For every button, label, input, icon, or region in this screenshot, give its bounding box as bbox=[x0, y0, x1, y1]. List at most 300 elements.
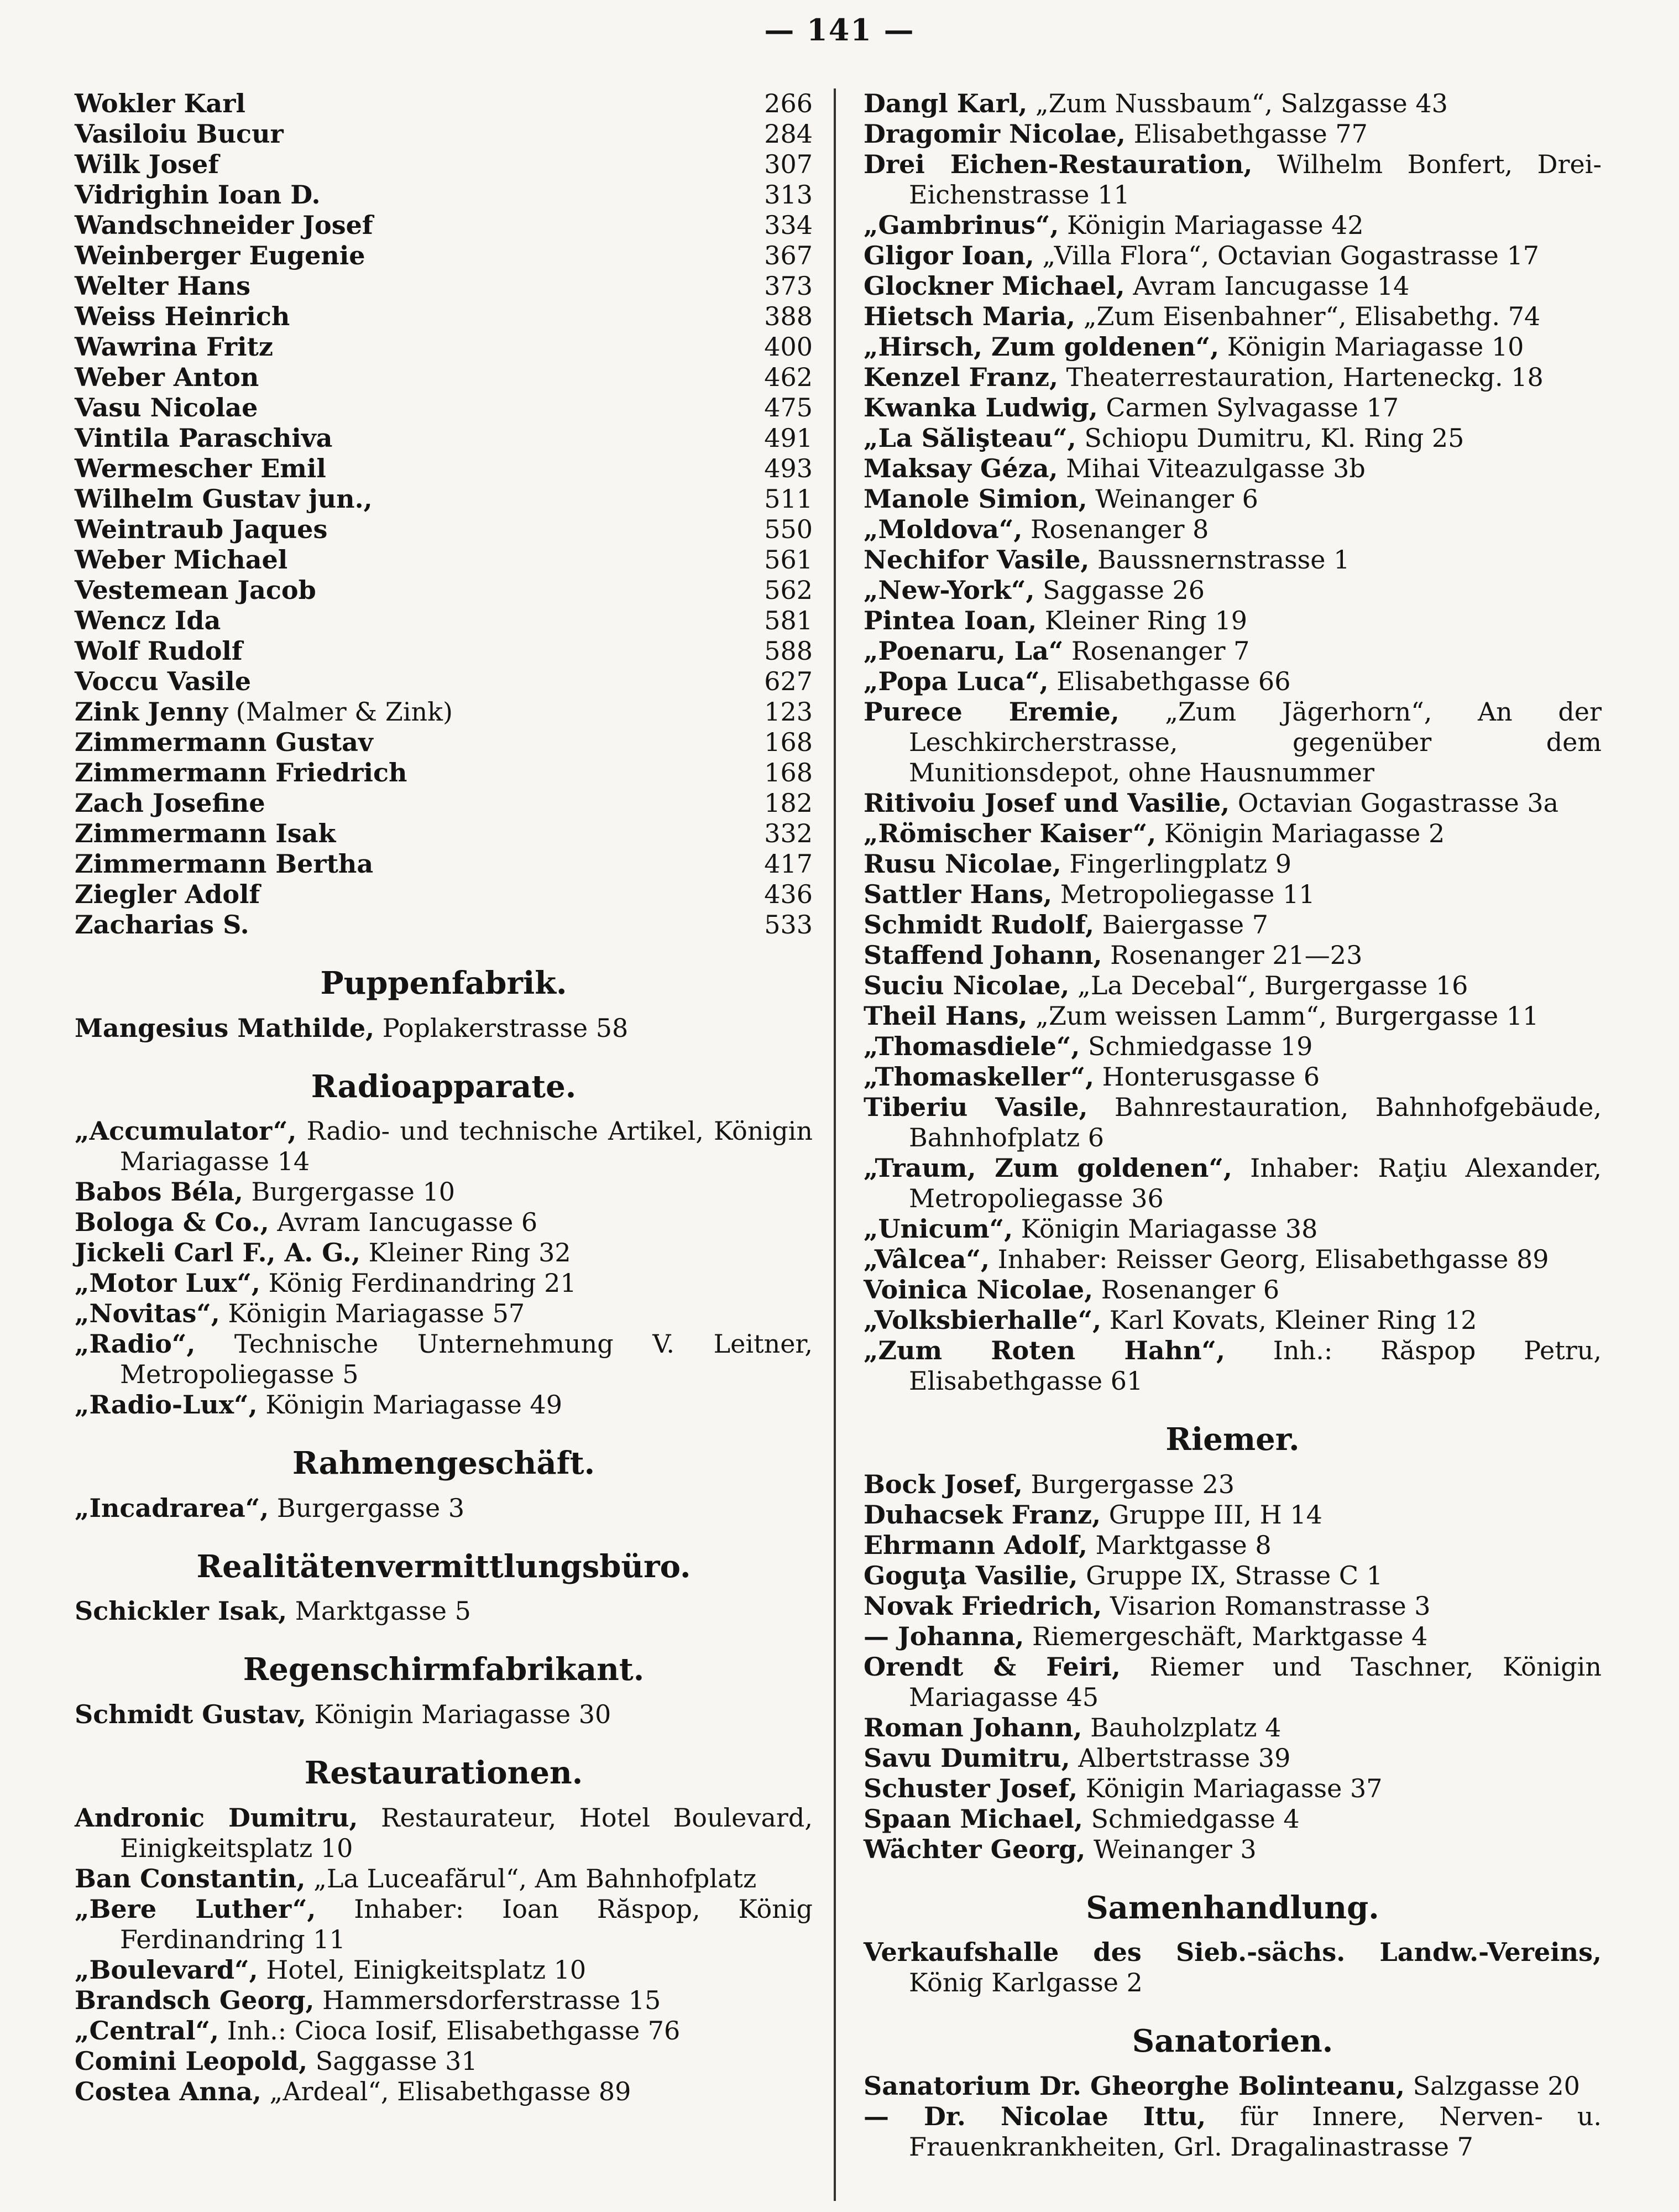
entry-details: Rosenanger 7 bbox=[1063, 636, 1250, 666]
name-list-name: Zimmermann Friedrich bbox=[75, 758, 407, 787]
entry-details: Restaurateur, Hotel Boulevard, Einigkeitsplatz 10 bbox=[120, 1802, 813, 1863]
directory-entry bbox=[75, 2046, 813, 2077]
directory-entry bbox=[75, 1329, 813, 1390]
directory-entry bbox=[75, 2016, 813, 2046]
name-list-extra: (Malmer & Zink) bbox=[228, 697, 453, 727]
entry-name: Mangesius Mathilde, bbox=[75, 1013, 375, 1043]
name-list-row bbox=[75, 727, 813, 758]
directory-entry bbox=[864, 301, 1602, 332]
entry-details: Marktgasse 5 bbox=[287, 1596, 471, 1626]
directory-entry bbox=[864, 514, 1602, 545]
entry-details: Burgergasse 3 bbox=[269, 1493, 465, 1523]
entry-name: Staffend Johann, bbox=[864, 940, 1102, 970]
entry-name: „Popa Luca“, bbox=[864, 666, 1049, 696]
name-list-name: Ziegler Adolf bbox=[75, 879, 260, 909]
entry-name: Schuster Josef, bbox=[864, 1773, 1078, 1803]
entry-details: Weinanger 3 bbox=[1085, 1834, 1257, 1864]
name-list-number: 284 bbox=[764, 119, 813, 149]
directory-entry bbox=[864, 1561, 1602, 1591]
entry-details: Avram Iancugasse 6 bbox=[269, 1207, 538, 1238]
entry-name: Voinica Nicolae, bbox=[864, 1275, 1094, 1305]
directory-entry bbox=[864, 879, 1602, 910]
entry-name: Tiberiu Vasile, bbox=[864, 1092, 1088, 1122]
section bbox=[864, 1891, 1602, 1999]
name-list-number: 367 bbox=[764, 241, 813, 270]
name-list-row bbox=[75, 636, 813, 666]
entry-details: Königin Mariagasse 10 bbox=[1219, 332, 1524, 362]
name-list-name: Vestemean Jacob bbox=[75, 575, 316, 605]
name-list-number: 400 bbox=[764, 332, 813, 362]
entry-name: Schickler Isak, bbox=[75, 1596, 287, 1626]
entry-details: „Villa Flora“, Octavian Gogastrasse 17 bbox=[1034, 241, 1539, 270]
entry-name: „Boulevard“, bbox=[75, 1954, 258, 1985]
name-list-name: Zimmermann Bertha bbox=[75, 849, 374, 879]
entry-details: König Ferdinandring 21 bbox=[260, 1268, 577, 1298]
directory-entry bbox=[864, 362, 1602, 393]
directory-entry bbox=[864, 1275, 1602, 1305]
name-list-row bbox=[75, 666, 813, 697]
name-list-number: 581 bbox=[764, 606, 813, 635]
section bbox=[75, 1550, 813, 1627]
directory-entry bbox=[75, 1803, 813, 1864]
section-heading: Restaurationen. bbox=[304, 1754, 583, 1791]
directory-entry bbox=[864, 636, 1602, 666]
entry-name: Kenzel Franz, bbox=[864, 362, 1059, 392]
entry-name: „Radio“, bbox=[75, 1329, 196, 1359]
entry-name: Brandsch Georg, bbox=[75, 1985, 315, 2015]
name-list-number: 332 bbox=[764, 818, 813, 848]
directory-entry bbox=[75, 1864, 813, 1894]
entry-details: Honterusgasse 6 bbox=[1094, 1062, 1320, 1092]
entry-details: Königin Mariagasse 2 bbox=[1156, 818, 1445, 848]
name-list-number: 168 bbox=[764, 727, 813, 757]
entry-details: Hotel, Einigkeitsplatz 10 bbox=[258, 1954, 587, 1985]
entry-name: „Poenaru, La“ bbox=[864, 636, 1064, 666]
entry-details: Marktgasse 8 bbox=[1087, 1530, 1272, 1560]
left-column bbox=[75, 88, 813, 2107]
name-list-row bbox=[75, 301, 813, 332]
directory-entry bbox=[864, 1804, 1602, 1834]
entry-name: Wächter Georg, bbox=[864, 1834, 1086, 1864]
entry-name: Andronic Dumitru, bbox=[75, 1802, 358, 1833]
section-heading: Regenschirmfabrikant. bbox=[243, 1651, 645, 1688]
entry-details: Elisabethgasse 66 bbox=[1048, 666, 1291, 696]
name-list-number: 168 bbox=[764, 758, 813, 787]
directory-entry bbox=[75, 1894, 813, 1955]
entry-name: Theil Hans, bbox=[864, 1001, 1028, 1031]
page-number: — 141 — bbox=[764, 12, 915, 48]
directory-entry bbox=[75, 1699, 813, 1730]
name-list-name: Vasiloiu Bucur bbox=[75, 119, 284, 149]
directory-entry bbox=[864, 2071, 1602, 2101]
directory-entry bbox=[75, 1493, 813, 1524]
entry-details: Rosenanger 21—23 bbox=[1102, 940, 1363, 970]
entry-name: Pintea Ioan, bbox=[864, 606, 1037, 635]
entry-details: Bahnrestauration, Bahnhofgebäude, Bahnhofplatz 6 bbox=[909, 1092, 1602, 1152]
entry-details: Bauholzplatz 4 bbox=[1082, 1712, 1282, 1743]
directory-entry bbox=[864, 149, 1602, 210]
directory-entry bbox=[864, 1001, 1602, 1031]
directory-entry bbox=[75, 1298, 813, 1329]
name-list-name: Weiss Heinrich bbox=[75, 301, 290, 331]
entry-details: Avram Iancugasse 14 bbox=[1124, 271, 1410, 301]
entry-details: Kleiner Ring 32 bbox=[360, 1238, 571, 1268]
name-list-row bbox=[75, 180, 813, 210]
name-list-number: 475 bbox=[764, 393, 813, 422]
entry-details: „Zum Jägerhorn“, An der Leschkircherstrasse, gegenüber dem Munitionsdepot, ohne Hausnummer bbox=[909, 697, 1602, 787]
directory-entry bbox=[864, 818, 1602, 849]
entry-name: Sanatorium Dr. Gheorghe Bolinteanu, bbox=[864, 2070, 1405, 2101]
entry-name: Dragomir Nicolae, bbox=[864, 119, 1126, 149]
directory-entry bbox=[864, 1743, 1602, 1773]
name-list-number: 588 bbox=[764, 636, 813, 666]
name-list-row bbox=[75, 423, 813, 453]
directory-entry bbox=[864, 88, 1602, 119]
directory-entry bbox=[864, 2101, 1602, 2162]
name-list-number: 493 bbox=[764, 453, 813, 483]
name-list-row bbox=[75, 879, 813, 910]
name-list-name: Weber Anton bbox=[75, 362, 259, 392]
right-column bbox=[864, 88, 1602, 2162]
entry-name: Sattler Hans, bbox=[864, 879, 1053, 909]
name-list-name: Wencz Ida bbox=[75, 606, 221, 635]
entry-name: „Unicum“, bbox=[864, 1214, 1013, 1244]
directory-entry bbox=[864, 545, 1602, 575]
directory-entry bbox=[864, 119, 1602, 149]
name-list-name: Zach Josefine bbox=[75, 788, 265, 818]
entry-name: „Volksbierhalle“, bbox=[864, 1305, 1102, 1335]
name-list-row bbox=[75, 484, 813, 514]
name-list-number: 533 bbox=[764, 910, 813, 940]
entry-details: Riemergeschäft, Marktgasse 4 bbox=[1024, 1621, 1428, 1651]
entry-name: „Hirsch, Zum goldenen“, bbox=[864, 332, 1220, 362]
entry-details: Elisabethgasse 77 bbox=[1125, 119, 1368, 149]
entry-details: „Zum Nussbaum“, Salzgasse 43 bbox=[1027, 88, 1448, 118]
directory-entry bbox=[864, 1031, 1602, 1062]
entry-name: Ban Constantin, bbox=[75, 1863, 306, 1893]
entry-details: Metropoliegasse 11 bbox=[1052, 879, 1315, 909]
name-list-row bbox=[75, 910, 813, 940]
name-list-row bbox=[75, 818, 813, 849]
entry-name: „New-York“, bbox=[864, 575, 1035, 605]
directory-entry bbox=[864, 940, 1602, 971]
entry-name: Glockner Michael, bbox=[864, 271, 1125, 301]
directory-entry bbox=[75, 1390, 813, 1420]
entry-name: Purece Eremie, bbox=[864, 697, 1120, 727]
directory-entry bbox=[864, 241, 1602, 271]
name-list-number: 123 bbox=[764, 697, 813, 727]
section bbox=[864, 2025, 1602, 2162]
entry-details: Baiergasse 7 bbox=[1094, 910, 1269, 940]
entry-details: Gruppe III, H 14 bbox=[1101, 1499, 1322, 1530]
entry-name: Novak Friedrich, bbox=[864, 1590, 1102, 1621]
name-list-name: Zacharias S. bbox=[75, 910, 249, 940]
section bbox=[75, 1070, 813, 1421]
directory-entry bbox=[864, 910, 1602, 940]
entry-details: Radio- und technische Artikel, Königin Mariagasse 14 bbox=[120, 1116, 813, 1177]
directory-entry bbox=[864, 1773, 1602, 1804]
entry-details: Karl Kovats, Kleiner Ring 12 bbox=[1101, 1305, 1477, 1335]
directory-entry bbox=[75, 1268, 813, 1298]
name-list-row bbox=[75, 271, 813, 301]
name-list-row bbox=[75, 393, 813, 423]
entry-details: Rosenanger 8 bbox=[1022, 514, 1209, 544]
entry-name: „Bere Luther“, bbox=[75, 1893, 316, 1924]
section bbox=[75, 1447, 813, 1524]
directory-entry bbox=[864, 1713, 1602, 1743]
entry-name: „La Sălişteau“, bbox=[864, 423, 1076, 453]
name-list-number: 313 bbox=[764, 180, 813, 210]
entry-name: Spaan Michael, bbox=[864, 1803, 1083, 1834]
name-list-row bbox=[75, 453, 813, 484]
entry-name: Babos Béla, bbox=[75, 1177, 243, 1207]
entry-details: Hammersdorferstrasse 15 bbox=[314, 1985, 661, 2015]
name-list-name: Voccu Vasile bbox=[75, 666, 252, 696]
directory-entry bbox=[864, 1621, 1602, 1652]
entry-name: Jickeli Carl F., A. G., bbox=[75, 1238, 360, 1268]
entry-details: „La Decebal“, Burgergasse 16 bbox=[1069, 971, 1468, 1000]
directory-entry bbox=[864, 1153, 1602, 1214]
entry-details: Inhaber: Reisser Georg, Elisabethgasse 89 bbox=[990, 1244, 1549, 1274]
entry-name: Maksay Géza, bbox=[864, 453, 1058, 483]
entry-details: Poplakerstrasse 58 bbox=[374, 1013, 629, 1043]
entry-name: Rusu Nicolae, bbox=[864, 849, 1061, 879]
name-list-name: Wermescher Emil bbox=[75, 453, 326, 483]
entry-details: für Innere, Nerven- u. Frauenkrankheiten, Grl. Dragalinastrasse 7 bbox=[909, 2101, 1602, 2162]
entry-name: — Johanna, bbox=[864, 1621, 1024, 1651]
entry-name: „Novitas“, bbox=[75, 1298, 220, 1329]
directory-entry bbox=[864, 423, 1602, 453]
entry-name: Costea Anna, bbox=[75, 2076, 261, 2106]
entry-details: Rosenanger 6 bbox=[1093, 1275, 1280, 1305]
entry-details: Inh.: Cioca Iosif, Elisabethgasse 76 bbox=[219, 2015, 681, 2046]
name-list-row bbox=[75, 119, 813, 149]
entry-details: Inhaber: Raţiu Alexander, Metropoliegasse 36 bbox=[909, 1153, 1602, 1213]
directory-entry bbox=[75, 2077, 813, 2107]
entry-details: Schmiedgasse 4 bbox=[1082, 1803, 1300, 1834]
entry-details: Technische Unternehmung V. Leitner, Metropoliegasse 5 bbox=[120, 1329, 813, 1390]
entry-details: Kleiner Ring 19 bbox=[1037, 606, 1247, 635]
entry-details: Riemer und Taschner, Königin Mariagasse 45 bbox=[909, 1651, 1602, 1712]
column-divider bbox=[834, 88, 836, 2201]
directory-entry bbox=[75, 1207, 813, 1238]
entry-name: Goguţa Vasilie, bbox=[864, 1560, 1078, 1590]
name-list-number: 511 bbox=[764, 484, 813, 514]
directory-entry bbox=[864, 393, 1602, 423]
section bbox=[75, 1653, 813, 1730]
name-list-row bbox=[75, 575, 813, 606]
name-list-number: 334 bbox=[764, 210, 813, 240]
entry-name: „Thomaskeller“, bbox=[864, 1062, 1095, 1092]
entry-details: Octavian Gogastrasse 3a bbox=[1230, 788, 1559, 818]
entry-details: Albertstrasse 39 bbox=[1070, 1743, 1291, 1773]
entry-name: „Radio-Lux“, bbox=[75, 1390, 258, 1420]
section-heading: Samenhandlung. bbox=[1086, 1889, 1379, 1926]
name-list-name: Zink Jenny (Malmer & Zink) bbox=[75, 697, 453, 727]
directory-entry bbox=[864, 1305, 1602, 1335]
entry-name: „Motor Lux“, bbox=[75, 1268, 260, 1298]
entry-details: Inh.: Răspop Petru, Elisabethgasse 61 bbox=[909, 1335, 1602, 1396]
directory-entry bbox=[864, 1500, 1602, 1530]
directory-entry bbox=[864, 1214, 1602, 1244]
entry-name: Dangl Karl, bbox=[864, 88, 1028, 118]
section-heading: Radioapparate. bbox=[311, 1068, 577, 1105]
directory-entry bbox=[75, 1985, 813, 2016]
directory-entry bbox=[864, 971, 1602, 1001]
name-list-name: Wolf Rudolf bbox=[75, 636, 243, 666]
name-list-number: 307 bbox=[764, 149, 813, 179]
entry-name: Savu Dumitru, bbox=[864, 1743, 1070, 1773]
name-list-row bbox=[75, 514, 813, 545]
name-list-row bbox=[75, 606, 813, 636]
entry-name: „Gambrinus“, bbox=[864, 210, 1059, 240]
entry-details: Saggasse 26 bbox=[1034, 575, 1205, 605]
entry-name: „Moldova“, bbox=[864, 514, 1023, 544]
entry-details: Burgergasse 23 bbox=[1022, 1469, 1235, 1499]
entry-details: Mihai Viteazulgasse 3b bbox=[1058, 453, 1366, 483]
entry-details: Königin Mariagasse 37 bbox=[1078, 1773, 1383, 1803]
section bbox=[864, 1423, 1602, 1865]
entry-name: Suciu Nicolae, bbox=[864, 971, 1070, 1000]
entry-name: Ehrmann Adolf, bbox=[864, 1530, 1087, 1560]
entry-details: Baussnernstrasse 1 bbox=[1089, 545, 1350, 575]
directory-entry bbox=[864, 1062, 1602, 1092]
name-list-name: Zimmermann Isak bbox=[75, 818, 336, 848]
entry-details: Schiopu Dumitru, Kl. Ring 25 bbox=[1076, 423, 1464, 453]
section-heading: Puppenfabrik. bbox=[320, 965, 567, 1001]
name-list-row bbox=[75, 332, 813, 362]
entry-name: „Thomasdiele“, bbox=[864, 1031, 1080, 1061]
entry-details: „La Luceafărul“, Am Bahnhofplatz bbox=[305, 1863, 757, 1893]
entry-details: „Ardeal“, Elisabethgasse 89 bbox=[261, 2076, 631, 2106]
entry-name: Comini Leopold, bbox=[75, 2046, 308, 2076]
name-list-number: 182 bbox=[764, 788, 813, 818]
name-list-name: Weinberger Eugenie bbox=[75, 241, 365, 270]
directory-entry bbox=[75, 1116, 813, 1177]
entry-details: Wilhelm Bonfert, Drei-Eichenstrasse 11 bbox=[909, 149, 1602, 210]
entry-name: Gligor Ioan, bbox=[864, 241, 1034, 270]
entry-name: „Vâlcea“, bbox=[864, 1244, 990, 1274]
directory-entry bbox=[864, 332, 1602, 362]
name-list-row bbox=[75, 788, 813, 818]
entry-details: Königin Mariagasse 30 bbox=[306, 1699, 611, 1729]
directory-entry bbox=[864, 606, 1602, 636]
entry-name: Kwanka Ludwig, bbox=[864, 393, 1098, 422]
section bbox=[75, 967, 813, 1044]
entry-details: Theaterrestauration, Harteneckg. 18 bbox=[1058, 362, 1544, 392]
name-list-row bbox=[75, 241, 813, 271]
name-list-number: 388 bbox=[764, 301, 813, 331]
name-list-number: 550 bbox=[764, 514, 813, 544]
directory-entry bbox=[864, 1092, 1602, 1153]
name-list-name: Wilhelm Gustav jun., bbox=[75, 484, 373, 514]
entry-details: Königin Mariagasse 49 bbox=[257, 1390, 562, 1420]
directory-entry bbox=[864, 788, 1602, 818]
name-list-name: Vidrighin Ioan D. bbox=[75, 180, 321, 210]
name-list-name: Vintila Paraschiva bbox=[75, 423, 333, 453]
directory-entry bbox=[864, 666, 1602, 697]
directory-entry bbox=[75, 1177, 813, 1207]
entry-name: Hietsch Maria, bbox=[864, 301, 1076, 331]
directory-entry bbox=[864, 575, 1602, 606]
entry-details: „Zum weissen Lamm“, Burgergasse 11 bbox=[1027, 1001, 1539, 1031]
entry-details: Saggasse 31 bbox=[307, 2046, 478, 2076]
entry-name: Orendt & Feiri, bbox=[864, 1651, 1121, 1682]
directory-entry bbox=[75, 1013, 813, 1044]
left-sections bbox=[75, 967, 813, 2107]
name-list-number: 417 bbox=[764, 849, 813, 879]
entry-name: — Dr. Nicolae Ittu, bbox=[864, 2101, 1206, 2131]
entry-name: Drei Eichen-Restauration, bbox=[864, 149, 1253, 179]
name-list-row bbox=[75, 210, 813, 241]
name-list-row bbox=[75, 545, 813, 575]
name-list-number: 462 bbox=[764, 362, 813, 392]
name-list-number: 561 bbox=[764, 545, 813, 575]
entry-name: Bologa & Co., bbox=[75, 1207, 269, 1238]
name-list-row bbox=[75, 697, 813, 727]
name-list-name: Vasu Nicolae bbox=[75, 393, 258, 422]
directory-entry bbox=[75, 1238, 813, 1268]
right-sections bbox=[864, 88, 1602, 2162]
section-heading: Sanatorien. bbox=[1132, 2023, 1333, 2060]
entry-details: Carmen Sylvagasse 17 bbox=[1097, 393, 1399, 422]
directory-entry bbox=[864, 453, 1602, 484]
entry-name: Bock Josef, bbox=[864, 1469, 1023, 1499]
directory-entry bbox=[75, 1955, 813, 1985]
name-list-name: Welter Hans bbox=[75, 271, 251, 301]
directory-entry bbox=[864, 484, 1602, 514]
section bbox=[75, 1756, 813, 2107]
name-list-name: Wokler Karl bbox=[75, 88, 245, 118]
directory-entry bbox=[864, 271, 1602, 301]
entry-details: Königin Mariagasse 57 bbox=[219, 1298, 525, 1329]
section-heading: Rahmengeschäft. bbox=[292, 1445, 595, 1482]
section-heading: Realitätenvermittlungsbüro. bbox=[196, 1548, 691, 1585]
entry-name: Nechifor Vasile, bbox=[864, 545, 1090, 575]
entry-details: Gruppe IX, Strasse C 1 bbox=[1078, 1560, 1383, 1590]
name-list-name: Zimmermann Gustav bbox=[75, 727, 373, 757]
entry-details: Visarion Romanstrasse 3 bbox=[1102, 1590, 1431, 1621]
entry-details: Königin Mariagasse 38 bbox=[1013, 1214, 1318, 1244]
entry-details: Schmiedgasse 19 bbox=[1080, 1031, 1313, 1061]
entry-details: Burgergasse 10 bbox=[243, 1177, 456, 1207]
section bbox=[864, 88, 1602, 1396]
name-list-row bbox=[75, 149, 813, 180]
directory-entry bbox=[864, 849, 1602, 879]
directory-entry bbox=[864, 1530, 1602, 1561]
name-list-row bbox=[75, 758, 813, 788]
name-list-name: Wandschneider Josef bbox=[75, 210, 373, 240]
name-list-name: Weintraub Jaques bbox=[75, 514, 328, 544]
entry-name: Verkaufshalle des Sieb.-sächs. Landw.-Vereins, bbox=[864, 1937, 1602, 1968]
entry-name: Duhacsek Franz, bbox=[864, 1499, 1101, 1530]
name-list-number: 491 bbox=[764, 423, 813, 453]
entry-details: Salzgasse 20 bbox=[1404, 2070, 1580, 2101]
entry-name: Ritivoiu Josef und Vasilie, bbox=[864, 788, 1230, 818]
entry-details: König Karlgasse 2 bbox=[909, 1968, 1143, 1998]
entry-details: Inhaber: Ioan Răspop, König Ferdinandring 11 bbox=[120, 1893, 813, 1954]
entry-name: „Traum, Zum goldenen“, bbox=[864, 1153, 1232, 1183]
directory-entry bbox=[864, 1335, 1602, 1396]
entry-name: „Römischer Kaiser“, bbox=[864, 818, 1157, 848]
name-list-number: 436 bbox=[764, 879, 813, 909]
directory-entry bbox=[864, 1591, 1602, 1621]
section-heading: Riemer. bbox=[1165, 1421, 1300, 1458]
directory-entry bbox=[864, 210, 1602, 241]
directory-entry bbox=[75, 1596, 813, 1626]
name-number-list bbox=[75, 88, 813, 940]
name-list-number: 562 bbox=[764, 575, 813, 605]
